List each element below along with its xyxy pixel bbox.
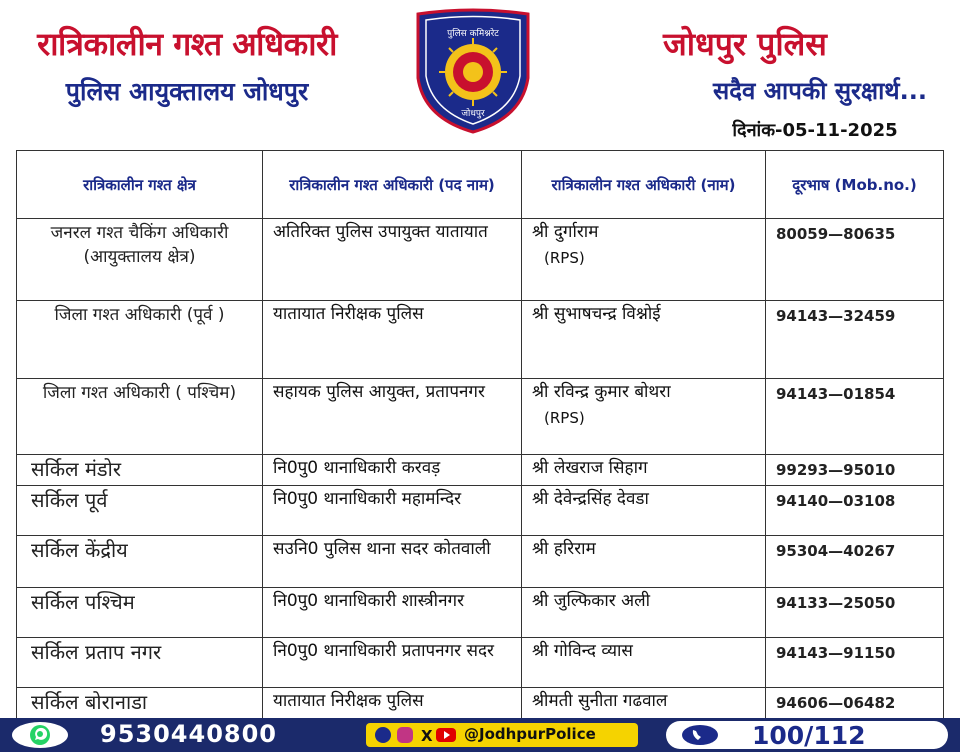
area-cell: जनरल गश्त चैकिंग अधिकारी (आयुक्तालय क्षेत्र) [17, 219, 263, 301]
column-header-name: रात्रिकालीन गश्त अधिकारी (नाम) [522, 151, 766, 219]
phone-cell: 95304—40267 [766, 536, 944, 588]
phone-cell: 94143—91150 [766, 638, 944, 688]
emergency-number: 100/112 [752, 721, 866, 750]
table-row [17, 219, 944, 301]
area-cell: सर्किल केंद्रीय [17, 536, 263, 588]
name-cell: श्री जुल्फिकार अली [522, 588, 766, 638]
name-cell [522, 219, 766, 301]
table-row [17, 638, 944, 688]
x-icon: X [421, 727, 433, 744]
area-cell: जिला गश्त अधिकारी (पूर्व ) [17, 301, 263, 379]
post-cell: यातायात निरीक्षक पुलिस [263, 301, 522, 379]
name-cell: श्री गोविन्द व्यास [522, 638, 766, 688]
page-title: रात्रिकालीन गश्त अधिकारी [37, 25, 337, 63]
phone-icon [680, 724, 720, 746]
post-cell: नि0पु0 थानाधिकारी शास्त्रीनगर [263, 588, 522, 638]
area-cell: सर्किल प्रताप नगर [17, 638, 263, 688]
name-cell: श्री लेखराज सिहाग [522, 455, 766, 486]
post-cell: नि0पु0 थानाधिकारी प्रतापनगर सदर [263, 638, 522, 688]
name-cell: श्री सुभाषचन्द्र विश्नोई [522, 301, 766, 379]
whatsapp-icon [10, 721, 70, 749]
table-row [17, 536, 944, 588]
post-cell: अतिरिक्त पुलिस उपायुक्त यातायात [263, 219, 522, 301]
social-media-bar [366, 723, 638, 747]
whatsapp-number: 9530440800 [100, 720, 277, 748]
table-header-row [17, 151, 944, 219]
officer-name: श्री दुर्गाराम [532, 222, 599, 242]
post-cell: नि0पु0 थानाधिकारी करवड़ [263, 455, 522, 486]
contact-footer [0, 718, 960, 752]
table-row [17, 455, 944, 486]
phone-cell: 94133—25050 [766, 588, 944, 638]
column-header-phone: दूरभाष (Mob.no.) [766, 151, 944, 219]
page-header [0, 0, 960, 148]
table-row [17, 379, 944, 455]
patrol-officer-table [16, 150, 944, 720]
column-header-area: रात्रिकालीन गश्त क्षेत्र [17, 151, 263, 219]
police-emblem-icon [410, 8, 536, 136]
area-cell: जिला गश्त अधिकारी ( पश्चिम) [17, 379, 263, 455]
phone-cell: 94606—06482 [766, 688, 944, 720]
name-cell [522, 379, 766, 455]
officer-name: श्री रविन्द्र कुमार बोथरा [532, 382, 671, 402]
area-cell: सर्किल बोरानाडा [17, 688, 263, 720]
brand-title: जोधपुर पुलिस [663, 25, 827, 63]
emergency-numbers-badge [666, 721, 948, 749]
table-row [17, 688, 944, 720]
social-icons [374, 726, 460, 744]
table-row [17, 588, 944, 638]
area-cell: सर्किल मंडोर [17, 455, 263, 486]
date-label: दिनांक-05-11-2025 [732, 120, 898, 141]
table-row [17, 486, 944, 536]
post-cell: सउनि0 पुलिस थाना सदर कोतवाली [263, 536, 522, 588]
phone-cell: 94143—01854 [766, 379, 944, 455]
name-cell: श्रीमती सुनीता गढवाल [522, 688, 766, 720]
social-handle: @JodhpurPolice [464, 725, 596, 743]
phone-cell: 99293—95010 [766, 455, 944, 486]
phone-cell: 94140—03108 [766, 486, 944, 536]
facebook-icon [375, 727, 391, 743]
page-subtitle: पुलिस आयुक्तालय जोधपुर [65, 77, 309, 106]
brand-tagline: सदैव आपकी सुरक्षार्थ... [713, 77, 927, 105]
post-cell: सहायक पुलिस आयुक्त, प्रतापनगर [263, 379, 522, 455]
area-cell: सर्किल पूर्व [17, 486, 263, 536]
area-cell: सर्किल पश्चिम [17, 588, 263, 638]
post-cell: नि0पु0 थानाधिकारी महामन्दिर [263, 486, 522, 536]
column-header-post: रात्रिकालीन गश्त अधिकारी (पद नाम) [263, 151, 522, 219]
instagram-icon [397, 727, 413, 743]
logo-text-bottom: जोधपुर [461, 109, 485, 119]
name-cell: श्री देवेन्द्रसिंह देवडा [522, 486, 766, 536]
table-row [17, 301, 944, 379]
phone-cell: 80059—80635 [766, 219, 944, 301]
post-cell: यातायात निरीक्षक पुलिस [263, 688, 522, 720]
officer-service-note: (RPS) [544, 409, 585, 427]
name-cell: श्री हरिराम [522, 536, 766, 588]
phone-cell: 94143—32459 [766, 301, 944, 379]
officer-service-note: (RPS) [544, 249, 585, 267]
logo-text-top: पुलिस कमिश्नरेट [447, 29, 499, 39]
